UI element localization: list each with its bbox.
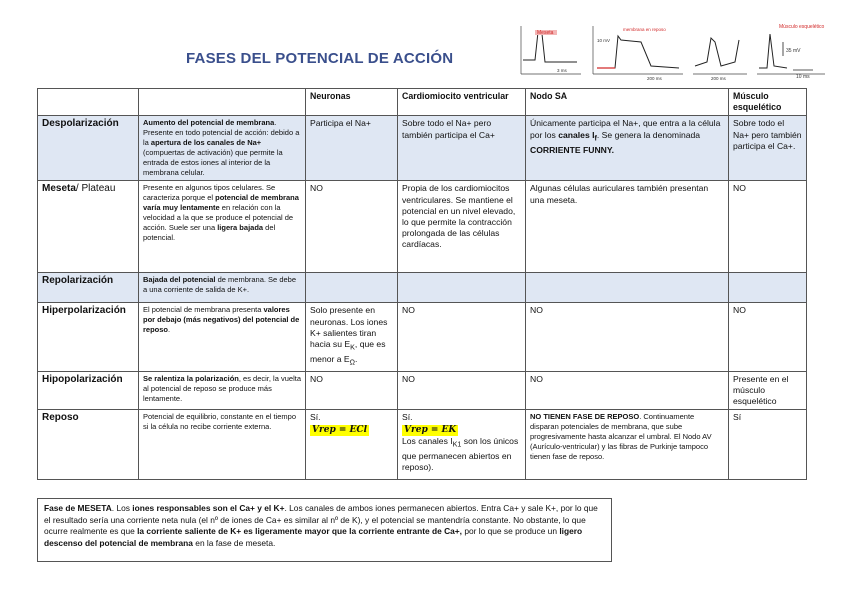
musculo-cell: Sí <box>729 410 807 480</box>
musculo-cell: NO <box>729 303 807 371</box>
nodo-sa-cell: NO <box>526 303 729 371</box>
equation-vrep-ecl: Vrep = ECl <box>312 424 367 435</box>
graph-4-label: Músculo esquelético <box>779 24 825 30</box>
header-cell <box>38 89 139 116</box>
neuronas-cell: Sí. Vrep = ECl <box>306 410 398 480</box>
meseta-note-box: Fase de MESETA. Los iones responsables son el Ca+ y el K+. Los canales de ambos iones permanecen abiertos. Entra Ca+ y sale K+, por lo que el resultado sería una corriente neta nula (el nº de iones de Ca+ es similar al nº de K), y el potencial se mantendría constante. No obstante, lo que ocurre realmente es que la corriente saliente de K+ es ligeramente mayor que la corriente entrante de Ca+, por lo que se produce un ligero descenso del potencial de membrana en la fase de meseta. <box>37 498 612 562</box>
musculo-cell: Sobre todo el Na+ pero también participa el Ca+. <box>729 116 807 181</box>
nodo-sa-cell: Únicamente participa el Na+, que entra a la célula por los canales $I_f$. Se genera la denominada CORRIENTE FUNNY. <box>526 116 729 181</box>
neuronas-cell: Participa el Na+ <box>306 116 398 181</box>
header-nodo-sa: Nodo SA <box>526 89 729 116</box>
graph-3-time: 200 ms <box>711 76 726 80</box>
phase-despolarizacion: Despolarización <box>38 116 139 181</box>
neuronas-cell <box>306 273 398 303</box>
phase-meseta: Meseta/ Plateau <box>38 181 139 273</box>
graph-2-value: 10 mV <box>597 38 611 43</box>
header-cardiomiocito: Cardiomiocito ventricular <box>398 89 526 116</box>
cardiomiocito-cell: Sobre todo el Na+ pero también participa el Ca+ <box>398 116 526 181</box>
graph-cardiac <box>593 26 683 80</box>
graph-1-label: Meseta <box>537 30 554 36</box>
nodo-sa-cell: NO <box>526 371 729 410</box>
description-cell: Bajada del potencial de membrana. Se debe a una corriente de salida de K+. <box>139 273 306 303</box>
action-potential-graphs <box>517 22 835 85</box>
page-title: FASES DEL POTENCIAL DE ACCIÓN <box>186 50 454 67</box>
cardiomiocito-cell <box>398 273 526 303</box>
table-header-row <box>38 89 807 116</box>
graph-4-value: 35 mV <box>786 48 801 54</box>
musculo-cell: NO <box>729 181 807 273</box>
nodo-sa-cell <box>526 273 729 303</box>
graph-2-label: membrana en reposo <box>623 27 666 32</box>
phase-hiperpolarizacion: Hiperpolarización <box>38 303 139 371</box>
table-row <box>38 181 807 273</box>
equation-vrep-ek: Vrep = EK <box>404 424 457 435</box>
graph-sa-node <box>693 38 747 80</box>
header-neuronas: Neuronas <box>306 89 398 116</box>
table-row <box>38 371 807 410</box>
nodo-sa-cell: NO TIENEN FASE DE REPOSO. Continuamente disparan potenciales de membrana, que sube progresivamente hasta alcanzar el umbral. El Nodo AV (Aurículo-ventricular) y las fibras de Purkinje tampoco tienen fase de reposo. <box>526 410 729 480</box>
graph-2-time: 200 ms <box>647 76 662 80</box>
table-row <box>38 410 807 480</box>
header-musculo: Músculo esquelético <box>729 89 807 116</box>
graph-skeletal <box>757 24 825 80</box>
phase-repolarizacion: Repolarización <box>38 273 139 303</box>
table-row <box>38 116 807 181</box>
neuronas-cell: Solo presente en neuronas. Los iones K+ salientes tiran hacia su $E_K$, que es menor a $E_\Omega$. <box>306 303 398 371</box>
cardiomiocito-cell: Propia de los cardiomiocitos ventriculares. Se mantiene el potencial en un nivel elevado, lo que permite la contracción prolongada de las células cardíacas. <box>398 181 526 273</box>
cardiomiocito-cell: Sí. Vrep = EK Los canales $I_{K1}$ son los únicos que permanecen abiertos en reposo). <box>398 410 526 480</box>
nodo-sa-cell: Algunas células auriculares también presentan una meseta. <box>526 181 729 273</box>
description-cell: Aumento del potencial de membrana. Presente en todo potencial de acción: debido a la apertura de los canales de Na+ (compuertas de activación) que permite la entrada de estos iones al interior de la membrana celular. <box>139 116 306 181</box>
musculo-cell <box>729 273 807 303</box>
description-cell: Potencial de equilibrio, constante en el tiempo si la célula no recibe corriente externa. <box>139 410 306 480</box>
musculo-cell: Presente en el músculo esquelético <box>729 371 807 410</box>
table-row <box>38 303 807 371</box>
graph-4-time: 10 ms <box>796 74 810 80</box>
neuronas-cell: NO <box>306 371 398 410</box>
description-cell: Presente en algunos tipos celulares. Se caracteriza porque el potencial de membrana varía muy lentamente en relación con la velocidad a la que se produce el potencial de acción. Suele ser una ligera bajada del potencial. <box>139 181 306 273</box>
phase-reposo: Reposo <box>38 410 139 480</box>
cardiomiocito-cell: NO <box>398 303 526 371</box>
description-cell: El potencial de membrana presenta valores por debajo (más negativos) del potencial de reposo. <box>139 303 306 371</box>
table-row <box>38 273 807 303</box>
graph-1-time: 3 ms <box>557 68 567 73</box>
cardiomiocito-cell: NO <box>398 371 526 410</box>
action-potential-table <box>37 88 807 480</box>
neuronas-cell: NO <box>306 181 398 273</box>
phase-hipopolarizacion: Hipopolarización <box>38 371 139 410</box>
graph-neuron <box>521 26 581 74</box>
description-cell: Se ralentiza la polarización, es decir, la vuelta al potencial de reposo se produce más lentamente. <box>139 371 306 410</box>
header-cell <box>139 89 306 116</box>
